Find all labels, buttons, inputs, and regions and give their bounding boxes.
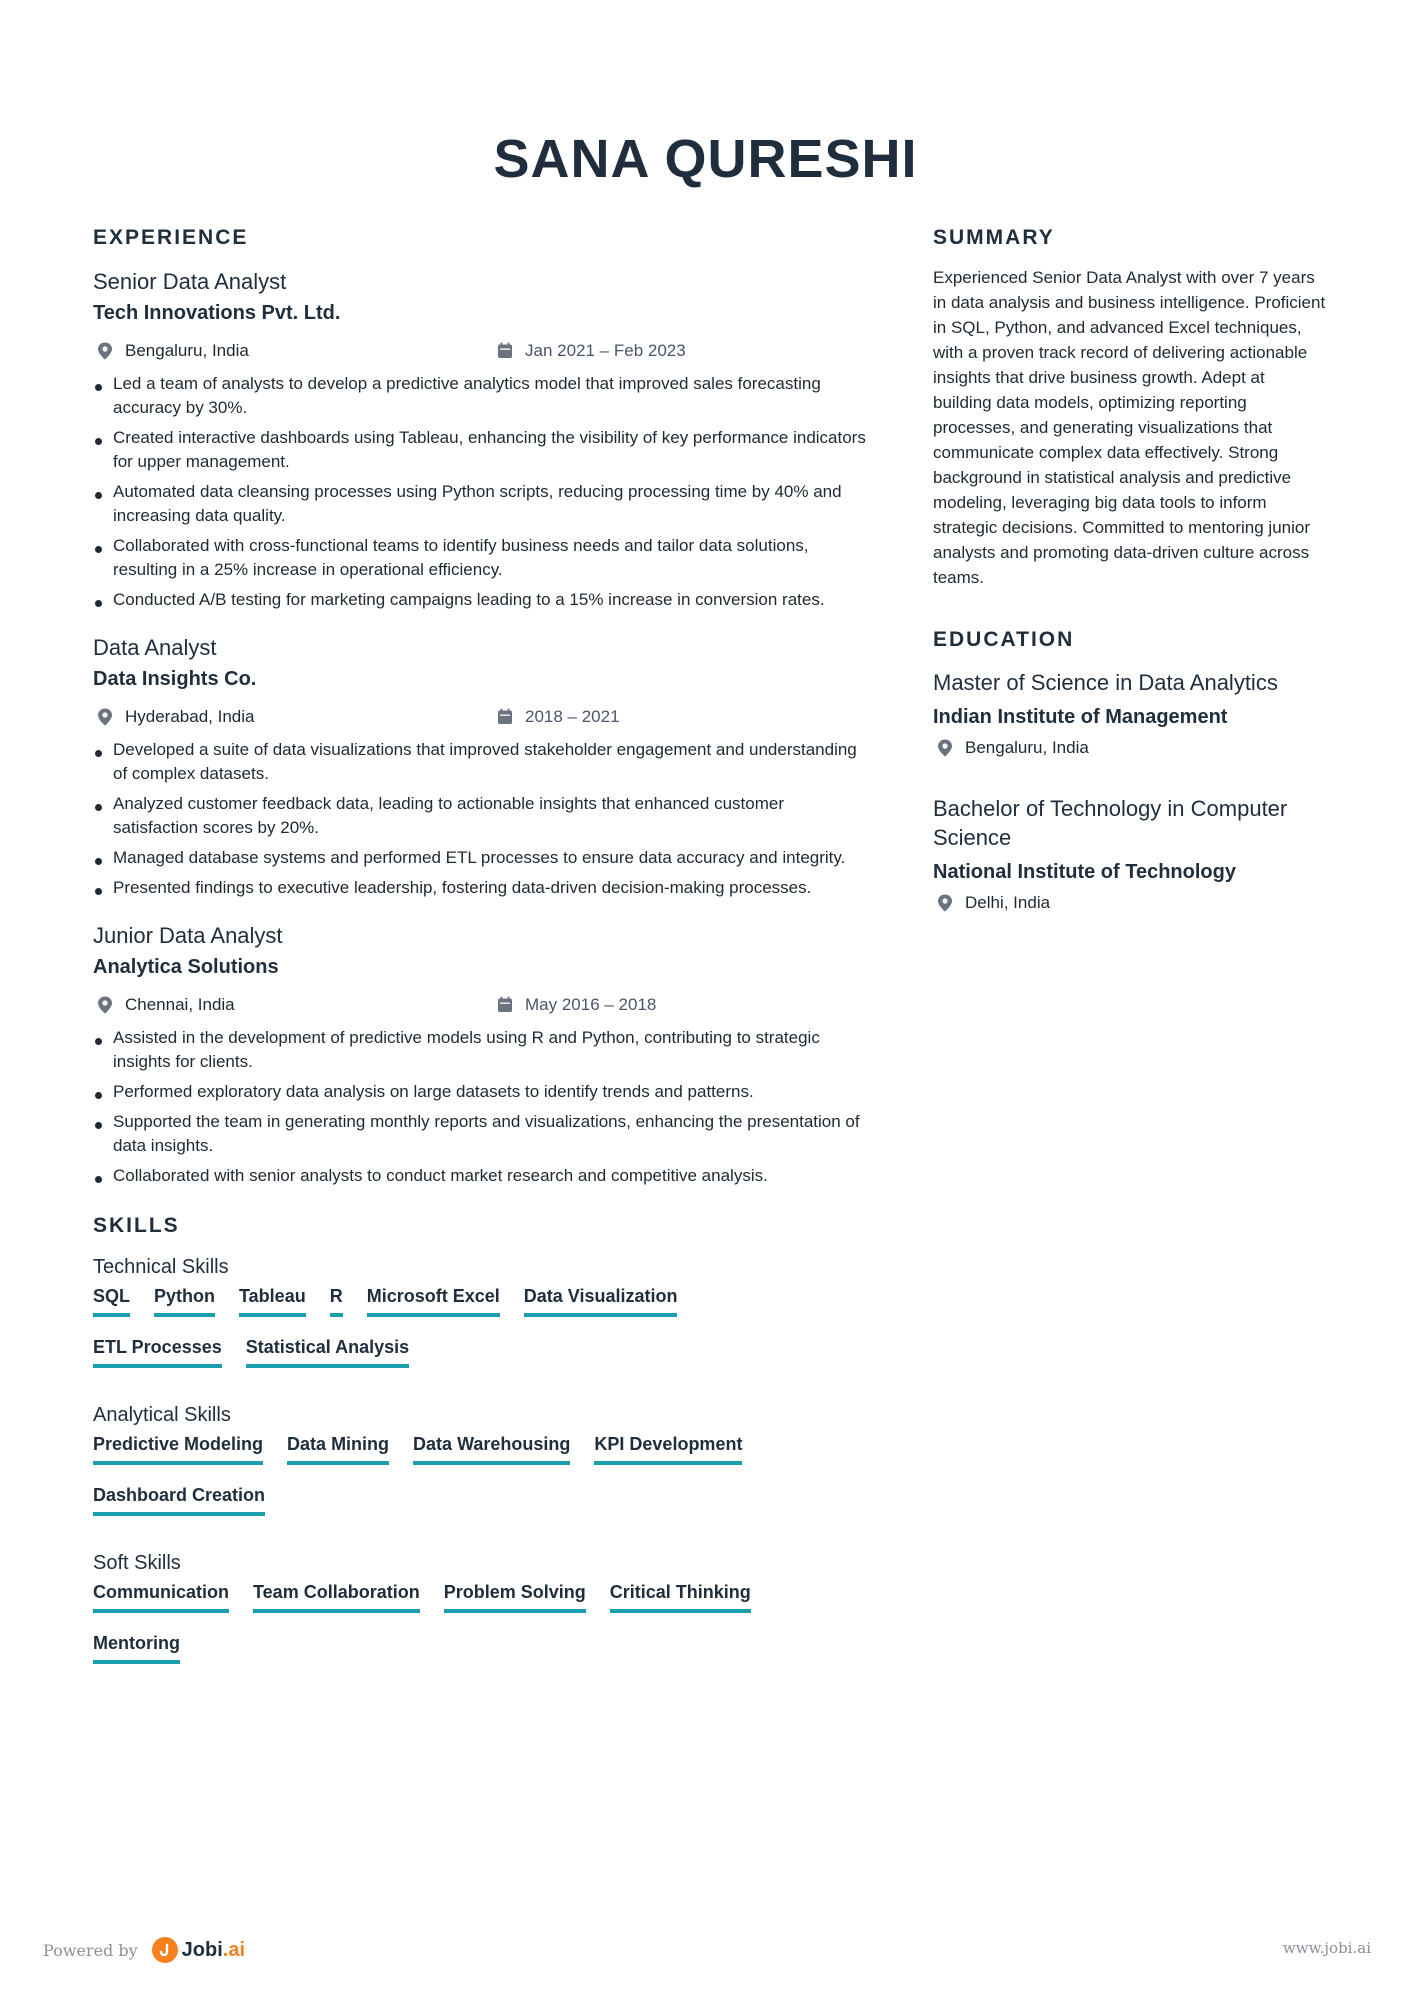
left-column [93, 226, 868, 1682]
logo-main: Jobi [181, 1938, 223, 1961]
education-location [933, 893, 1328, 913]
education-school: Indian Institute of Management [933, 706, 1228, 728]
skills-section [93, 1214, 868, 1682]
skill-groups [93, 1254, 868, 1682]
education-degree: Bachelor of Technology in Computer Science [933, 796, 1288, 850]
education-item [933, 668, 1328, 758]
bullet-item: Presented findings to executive leadership, fostering data-driven decision-making processes. [93, 876, 868, 900]
skill-chip: Communication [93, 1580, 229, 1613]
powered-by-footer [43, 1937, 245, 1963]
skill-chip: Dashboard Creation [93, 1483, 265, 1516]
education-location [933, 738, 1328, 758]
experience-item [93, 922, 868, 1188]
job-dates-text: 2018 – 2021 [525, 707, 620, 726]
right-column [933, 226, 1328, 913]
skill-chip: SQL [93, 1284, 130, 1317]
skill-chips [93, 1580, 853, 1682]
job-title: Senior Data Analyst [93, 269, 287, 294]
skill-chip: Data Mining [287, 1432, 389, 1465]
skill-chip: Mentoring [93, 1631, 180, 1664]
job-bullets [93, 372, 868, 612]
map-pin-icon [97, 708, 113, 726]
skill-chips [93, 1432, 853, 1534]
skill-chip: Statistical Analysis [246, 1335, 409, 1368]
summary-text: Experienced Senior Data Analyst with over 7 years in data analysis and business intelligence. Proficient in SQL, Python, and advanced Excel techniques, with a proven track record of delivering actionable insights that drive business growth. Adept at building data models, optimizing reporting processes, and generating visualizations that communicate complex data effectively. Strong background in statistical analysis and predictive modeling, leveraging big data tools to inform strategic decisions. Committed to mentoring junior analysts and promoting data-driven culture across teams. [933, 268, 1326, 587]
job-location-text: Chennai, India [125, 995, 235, 1014]
experience-item [93, 268, 868, 612]
skill-chip: Data Visualization [524, 1284, 678, 1317]
skill-group-title: Technical Skills [93, 1256, 229, 1278]
job-dates-text: May 2016 – 2018 [525, 995, 657, 1014]
skill-chip: Microsoft Excel [367, 1284, 500, 1317]
job-meta [93, 340, 868, 362]
map-pin-icon [97, 996, 113, 1014]
logo-suffix: .ai [222, 1938, 246, 1961]
job-title: Junior Data Analyst [93, 923, 283, 948]
experience-item [93, 634, 868, 900]
skill-group [93, 1402, 868, 1534]
skill-group-title: Soft Skills [93, 1552, 181, 1574]
bullet-item: Assisted in the development of predictive models using R and Python, contributing to strategic insights for clients. [93, 1026, 868, 1074]
job-location [93, 341, 493, 361]
education-item [933, 794, 1328, 913]
education-location-text: Bengaluru, India [965, 738, 1089, 757]
experience-heading: EXPERIENCE [93, 226, 249, 249]
calendar-icon [497, 996, 513, 1014]
job-location [93, 995, 493, 1015]
skill-chips [93, 1284, 853, 1386]
job-company: Tech Innovations Pvt. Ltd. [93, 302, 341, 324]
skill-chip: R [330, 1284, 343, 1317]
map-pin-icon [97, 342, 113, 360]
bullet-item: Analyzed customer feedback data, leading to actionable insights that enhanced customer satisfaction scores by 20%. [93, 792, 868, 840]
bullet-item: Collaborated with senior analysts to conduct market research and competitive analysis. [93, 1164, 868, 1188]
education-degree: Master of Science in Data Analytics [933, 670, 1278, 695]
job-dates [493, 341, 686, 361]
bullet-item: Performed exploratory data analysis on large datasets to identify trends and patterns. [93, 1080, 868, 1104]
skill-group-title: Analytical Skills [93, 1404, 231, 1426]
job-meta [93, 994, 868, 1016]
job-company: Data Insights Co. [93, 668, 257, 690]
skills-heading: SKILLS [93, 1214, 180, 1237]
powered-by-label: Powered by [43, 1940, 138, 1960]
education-heading: EDUCATION [933, 628, 1075, 651]
bullet-item: Created interactive dashboards using Tableau, enhancing the visibility of key performance indicators for upper management. [93, 426, 868, 474]
skill-chip: Team Collaboration [253, 1580, 420, 1613]
bullet-item: Led a team of analysts to develop a predictive analytics model that improved sales forecasting accuracy by 30%. [93, 372, 868, 420]
skill-chip: Tableau [239, 1284, 306, 1317]
skill-chip: Critical Thinking [610, 1580, 751, 1613]
job-company: Analytica Solutions [93, 956, 279, 978]
bullet-item: Conducted A/B testing for marketing campaigns leading to a 15% increase in conversion rates. [93, 588, 868, 612]
jobi-logo-icon [152, 1937, 178, 1963]
job-location-text: Bengaluru, India [125, 341, 249, 360]
jobi-logo-text[interactable] [182, 1939, 245, 1962]
job-title: Data Analyst [93, 635, 217, 660]
job-meta [93, 706, 868, 728]
skill-group [93, 1254, 868, 1386]
job-dates-text: Jan 2021 – Feb 2023 [525, 341, 686, 360]
bullet-item: Developed a suite of data visualizations that improved stakeholder engagement and understanding of complex datasets. [93, 738, 868, 786]
experience-list [93, 268, 868, 1188]
map-pin-icon [937, 739, 953, 757]
skill-chip: Predictive Modeling [93, 1432, 263, 1465]
summary-heading: SUMMARY [933, 226, 1055, 249]
map-pin-icon [937, 894, 953, 912]
website-link[interactable]: www.jobi.ai [1282, 1939, 1371, 1957]
skill-chip: ETL Processes [93, 1335, 222, 1368]
job-bullets [93, 1026, 868, 1188]
education-list [933, 668, 1328, 913]
skill-group [93, 1550, 868, 1682]
skill-chip: Python [154, 1284, 215, 1317]
job-dates [493, 995, 656, 1015]
bullet-item: Supported the team in generating monthly reports and visualizations, enhancing the presentation of data insights. [93, 1110, 868, 1158]
bullet-item: Collaborated with cross-functional teams to identify business needs and tailor data solutions, resulting in a 25% increase in operational efficiency. [93, 534, 868, 582]
job-location-text: Hyderabad, India [125, 707, 255, 726]
candidate-name: SANA QURESHI [493, 129, 918, 189]
job-bullets [93, 738, 868, 900]
education-location-text: Delhi, India [965, 893, 1051, 912]
skill-chip: Data Warehousing [413, 1432, 570, 1465]
education-school: National Institute of Technology [933, 861, 1236, 883]
bullet-item: Managed database systems and performed ETL processes to ensure data accuracy and integrity. [93, 846, 868, 870]
skill-chip: KPI Development [594, 1432, 742, 1465]
skill-chip: Problem Solving [444, 1580, 586, 1613]
calendar-icon [497, 342, 513, 360]
calendar-icon [497, 708, 513, 726]
job-location [93, 707, 493, 727]
job-dates [493, 707, 620, 727]
bullet-item: Automated data cleansing processes using Python scripts, reducing processing time by 40% and increasing data quality. [93, 480, 868, 528]
